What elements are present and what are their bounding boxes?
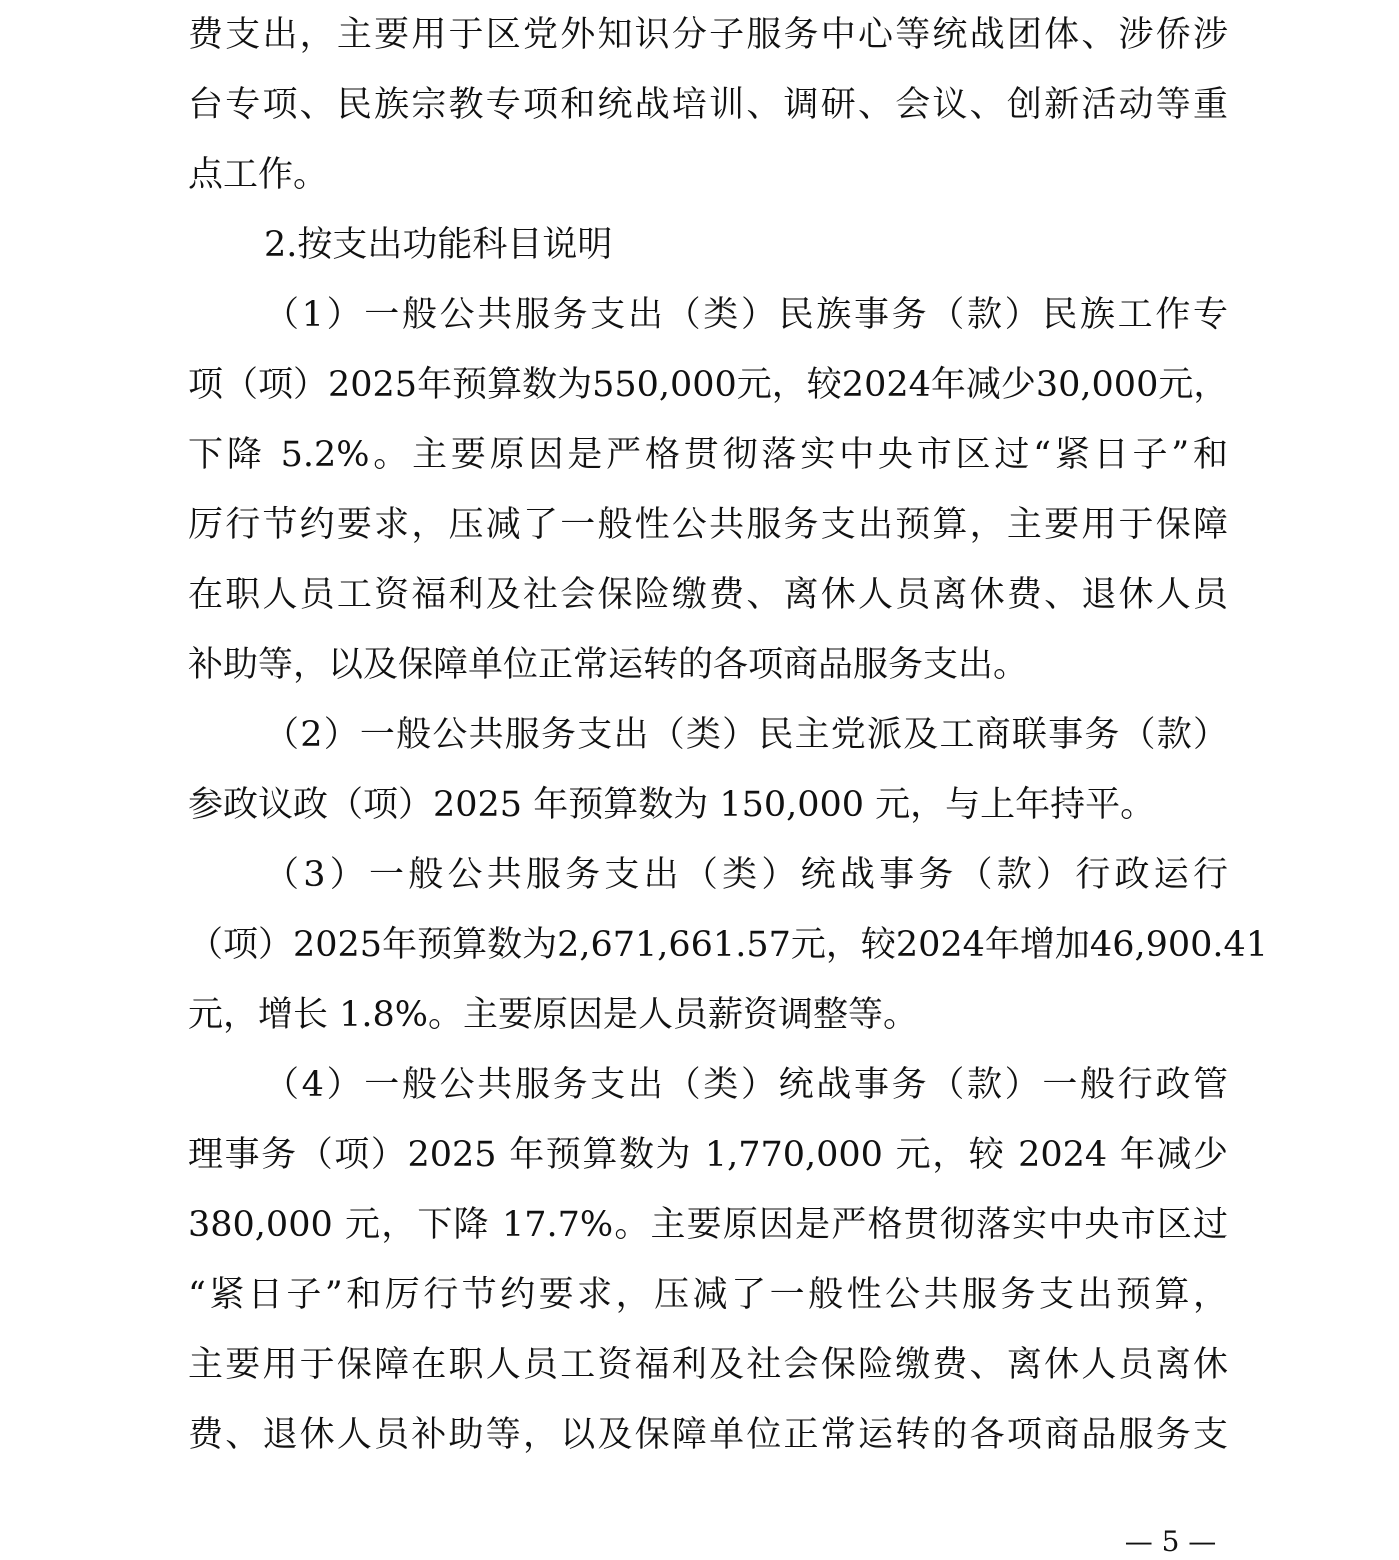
paragraph-4-line-5: 主要用于保障在职人员工资福利及社会保险缴费、离休人员离休 bbox=[188, 1345, 1228, 1385]
document-body bbox=[188, 0, 1269, 1470]
paragraph-1-line-3: 下降 5.2%。主要原因是严格贯彻落实中央市区过“紧日子”和 bbox=[188, 435, 1228, 475]
paragraph-1-line-4: 厉行节约要求，压减了一般性公共服务支出预算，主要用于保障 bbox=[188, 505, 1228, 545]
paragraph-3-line-2: （项）2025年预算数为2,671,661.57元，较2024年增加46,900.41 bbox=[188, 925, 1269, 965]
paragraph-1-line-6: 补助等，以及保障单位正常运转的各项商品服务支出。 bbox=[188, 645, 1029, 685]
paragraph-4-line-3: 380,000 元，下降 17.7%。主要原因是严格贯彻落实中央市区过 bbox=[188, 1205, 1228, 1245]
section-heading: 2.按支出功能科目说明 bbox=[264, 225, 613, 265]
text-line-1: 费支出，主要用于区党外知识分子服务中心等统战团体、涉侨涉 bbox=[188, 15, 1228, 55]
paragraph-3-line-1: （3）一般公共服务支出（类）统战事务（款）行政运行 bbox=[264, 855, 1228, 895]
paragraph-3-line-3: 元，增长 1.8%。主要原因是人员薪资调整等。 bbox=[188, 995, 919, 1035]
page-number: — 5 — bbox=[1124, 1525, 1217, 1558]
paragraph-1-line-1: （1）一般公共服务支出（类）民族事务（款）民族工作专 bbox=[264, 295, 1228, 335]
paragraph-4-line-6: 费、退休人员补助等，以及保障单位正常运转的各项商品服务支 bbox=[188, 1415, 1228, 1455]
paragraph-4-line-1: （4）一般公共服务支出（类）统战事务（款）一般行政管 bbox=[264, 1065, 1228, 1105]
paragraph-4-line-4: “紧日子”和厉行节约要求，压减了一般性公共服务支出预算， bbox=[188, 1275, 1228, 1315]
paragraph-2-line-1: （2）一般公共服务支出（类）民主党派及工商联事务（款） bbox=[264, 715, 1228, 755]
paragraph-1-line-2: 项（项）2025年预算数为550,000元，较2024年减少30,000元， bbox=[188, 365, 1229, 405]
paragraph-1-line-5: 在职人员工资福利及社会保险缴费、离休人员离休费、退休人员 bbox=[188, 575, 1228, 615]
paragraph-4-line-2: 理事务（项）2025 年预算数为 1,770,000 元，较 2024 年减少 bbox=[188, 1135, 1228, 1175]
paragraph-2-line-2: 参政议政（项）2025 年预算数为 150,000 元，与上年持平。 bbox=[188, 785, 1156, 825]
text-line-2: 台专项、民族宗教专项和统战培训、调研、会议、创新活动等重 bbox=[188, 85, 1228, 125]
text-line-3: 点工作。 bbox=[188, 155, 329, 195]
